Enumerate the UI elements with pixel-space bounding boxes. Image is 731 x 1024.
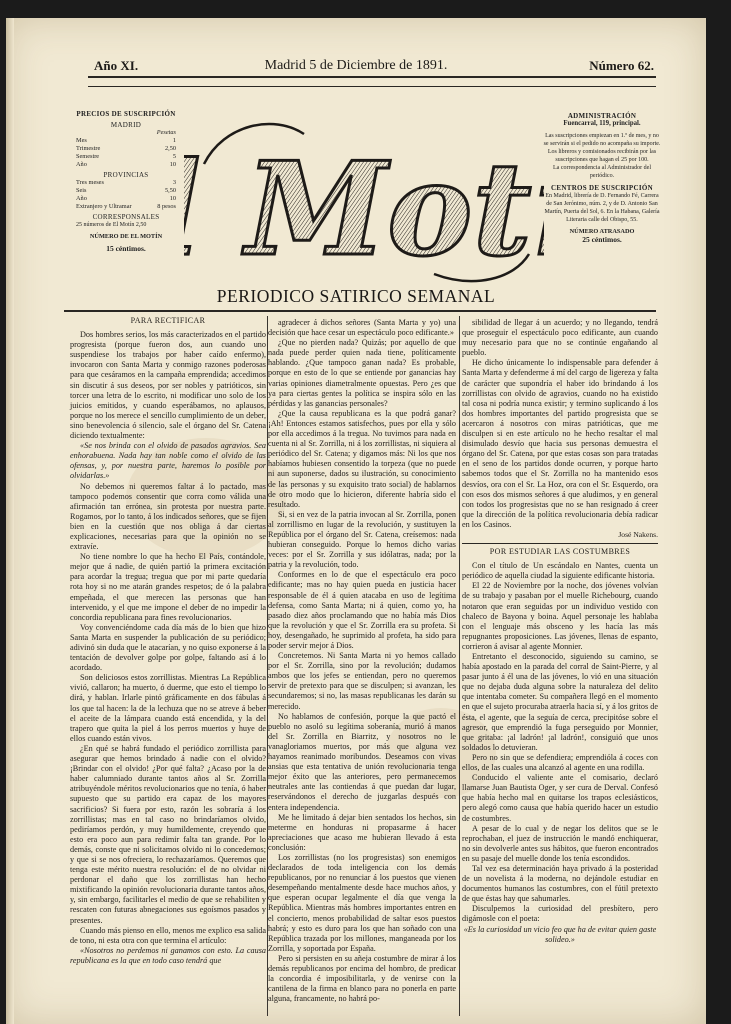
admin-price: 25 céntimos. <box>582 235 622 244</box>
price-label: Año <box>76 161 87 168</box>
logo-artwork <box>184 104 544 294</box>
subs-title: PRECIOS DE SUSCRIPCIÓN <box>76 110 176 118</box>
paragraph: Los zorrillistas (no los progresistas) son enemigos declarados de toda inteligencia con los demás republicanos, por no renunciar á los puestos que vienen desempeñando mentalmente desde hace muchos años, y que esperan ocupar legalmente el día que venga la República. Mientras más hombres importantes entren en el concierto, menos probabilidad de saltar esos puestos habrá; y esto es duro para los que han soñado con una República trazada por los millones, manganeada por los Zorrilla, y soportada por España. <box>268 852 456 953</box>
paragraph: Concretemos. Ni Santa Marta ni yo hemos callado por el Sr. Zorrilla, sino por la revolución; dudamos ambos que los jefes se entiendan, pero no queremos servir de pretexto para que se disculpen; si avanzan, les secundaremos; si no, las masas republicanas les darán su merecido. <box>268 651 456 711</box>
price-value: 8 pesos <box>157 203 176 210</box>
paragraph: Pero no sin que se defendiera; emprendióla á coces con ellos, de las cuales una alcanzó al agente en una rodilla. <box>462 752 658 773</box>
paragraph: Conformes en lo de que el espectáculo era poco edificante; mas no hay quien pueda en justicia hacer responsable de él á quien atacaba en uso de legítima defensa, como Santa Marta; ni á quien, como yo, ha pasado diez años proclamando que no había más Dios que la revolución y que el Sr. Zorrilla era su profeta. Si hoy, desengañado, he suprimido al profeta, ha sido para poder servir mejor á Dios. <box>268 570 456 650</box>
closing-quote: «Es la curiosidad un vicio feo que ha de evitar quien gaste solideo.» <box>463 924 657 944</box>
paragraph: Son deliciosos estos zorrillistas. Mientras La República vivió, callaron; ha muerto, ó duerme, que esto el tiempo lo dirá, y hablan. Irlarle pintó gráficamente en dos fábulas á los que tal hacen: la de la lechuza que no se atreve á beber el aceite de la lámpara cuando está encendida, y la del trapero que quita la piel á los perros muertos y huye de ellos cuando están vivos. <box>70 673 266 743</box>
subs-madrid: MADRID <box>110 121 142 129</box>
admin-address: Fuencarral, 119, principal. <box>563 120 641 127</box>
column-2-body <box>268 318 456 1004</box>
price-row <box>76 145 176 153</box>
paragraph: ¿En qué se habrá fundado el periódico zorrillista para asegurar que hemos brindado á nadie con el olvido? ¡Brindar con el olvido! ¿Por qué falta? ¿Acaso por la de haber calumniado durante tantos años al Sr. Zorrilla atribuyéndole méritos revolucionarios que no tenía, ó haber supuesto que su partido era capaz de los mayores sacrificios? Si fuera por esto, razón les sobraría á los zorrillistas; mas en tal caso no brindaríamos olvido, pediríamos perdón, y muy humildemente, creyendo que esto era poco aun para redimir falta tan grande. Por lo demás, conste que ni solicitamos olvido ni lo concedemos; y que si se nos ofreciera, lo rechazaríamos. Queremos que tenga este mérito nuestra resolución: el de no olvidar ni perdonar el daño que los zorrillistas han hecho mixtificando la opinión revolucionaria durante tantos años, y, sin embargo, facilitarles el medio de que se rehabiliten y rescaten con futuras abnegaciones sus egoísmos pasados y presentes. <box>70 743 266 925</box>
price-row <box>76 187 176 195</box>
paragraph: Cuando más pienso en ello, menos me explico esa salida de tono, ni esta otra con que termina el artículo: <box>70 925 266 945</box>
admin-atrasado: NÚMERO ATRASADO <box>569 228 635 235</box>
price-value: 5 <box>172 153 176 160</box>
price-value: 10 <box>169 195 176 202</box>
newspaper-page <box>6 18 706 1024</box>
paragraph: Me he limitado á dejar bien sentados los hechos, sin meterme en honduras ni propasarme á hacer apreciaciones que acaso me hubieran llevado á esta conclusión: <box>268 812 456 852</box>
subs-corr-text: 25 números de El Motín 2,50 <box>76 222 147 228</box>
section-por-estudiar: POR ESTUDIAR LAS COSTUMBRES <box>489 547 631 557</box>
provincias-price-list <box>76 179 176 211</box>
price-row <box>76 179 176 187</box>
paragraph: Disculpemos la curiosidad del presbítero, pero digámosle con el poeta: <box>462 904 658 924</box>
admin-text-2: Los libreros y comisionados recibirán por las suscripciones que hagan el 25 por 100. <box>547 149 657 163</box>
paragraph: Conducido el valiente ante el comisario, declaró llamarse Juan Bautista Oger, y ser cura de Derval. Confesó que había hecho mal en quitarse los trapos eclesiásticos, pero alegó como causa que había querido hacer un estudio de costumbres. <box>462 773 658 823</box>
admin-centros: CENTROS DE SUSCRIPCIÓN <box>551 184 653 192</box>
paragraph: El 22 de Noviembre por la noche, dos jóvenes volvían de su trabajo y pasaban por el muelle Richebourg, cuando notaron que eran seguidas por un individuo vestido con chaleco de Bayona y boina. Aquel personaje les hablaba con el lenguaje más obsceno y les hacía las más repugnantes proposiciones. Las jóvenes, llenas de espanto, corrieron á avisar al agente Monnier. <box>462 581 658 651</box>
price-value: 5,50 <box>164 187 176 194</box>
subs-pesetas: Pesetas <box>156 129 176 136</box>
paragraph: A pesar de lo cual y de negar los delitos que se le reprochaban, el juez de instrucción le mandó enchiquerar, no sin devolverle antes sus hábitos, que fueron encontrados en su pasaje del muelle donde los tenía escondidos. <box>462 823 658 863</box>
paragraph: No debemos ni queremos faltar á lo pactado, mas tampoco podemos consentir que corra como válida una afirmación tan errónea, sin protesta por nuestra parte. Rogamos, por lo tanto, á los indicados señores, que se fijen bien en la cuestión que nos obliga á dar ciertas explicaciones, necesarias para que la opinión no se extravíe. <box>70 481 266 552</box>
paragraph: Dos hombres serios, los más caracterizados en el partido progresista (porque fueron dos, aun cuando uno suspendiese los trabajos por haber caído enfermo), invocaron con Santa Marta y conmigo razones poderosas para que cesáramos en la campaña emprendida; accedimos sin discutir á sus deseos, por ser nobles y patrióticos, sin torcer una letra de lo escrito, ni modificar uno solo de los juicios emitidos, y cuando esperábamos, no aplausos, porque no los merece el sencillo cumplimiento de un deber, sino benevolencia ó silencio, sale el órgano del Sr. Catena diciendo textualmente: <box>70 330 266 441</box>
column-3-body-2 <box>462 561 658 924</box>
subs-price: 15 céntimos. <box>106 244 146 253</box>
section-para-rectificar: PARA RECTIFICAR <box>130 316 206 325</box>
subscription-prices <box>76 110 176 253</box>
column-3 <box>462 318 658 1018</box>
price-label: Trimestre <box>76 145 101 152</box>
subs-provincias: PROVINCIAS <box>103 171 149 179</box>
paragraph: Pero si persisten en su añeja costumbre de mirar á los demás republicanos por encima del hombro, de predicar la concordia é imposibilitarla, y de venirse con la cantilena de la firma en blanco para no ponerla en parte alguna, francamente, no habrá po- <box>268 953 456 1004</box>
logo-text: Mot <box>245 135 532 285</box>
price-value: 2,50 <box>164 145 176 152</box>
price-row <box>76 195 176 203</box>
price-label: Seis <box>76 187 87 194</box>
newspaper-subtitle: PERIODICO SATIRICO SEMANAL <box>216 286 496 306</box>
price-label: Extranjero y Ultramar <box>76 203 132 210</box>
paragraph: No tiene nombre lo que ha hecho El País, contándole, mejor que á nadie, de quién partió la primera excitación para acordar la tregua; tregua que por mi parte quedaría rota hoy si no me atarán grandes respetos; de ó la palabra empeñada, el que merecen las personas que han intervenido, y el que me impone el deber de no impedir la concordia republicana para fines revolucionarios. <box>70 552 266 622</box>
paragraph: No hablamos de confesión, porque la que pactó el pueblo no asoló su legítima soberanía, murió á manos del Sr. Zorrilla en Biarritz, y nosotros no le vanagloriamos muertos, por más que alguna vez hayamos reanimado moribundos. Deseamos con vivas ansias que esta tentativa de unión revolucionaria tenga mejor éxito que las anteriores, pero permanecemos neutrales ante las contiendas á que puedan dar lugar, reservándonos el derecho de juzgarlas después con entera independencia. <box>268 711 456 812</box>
price-row <box>76 161 176 169</box>
dateline: Madrid 5 de Diciembre de 1891. <box>264 58 448 73</box>
price-label: Mes <box>76 137 87 144</box>
price-label: Tres meses <box>76 179 104 186</box>
column-divider <box>459 316 460 1016</box>
top-rule <box>88 76 656 78</box>
paragraph: Con el título de Un escándalo en Nantes, cuenta un periódico de aquella ciudad la siguiente edificante historia. <box>462 561 658 581</box>
price-row <box>76 153 176 161</box>
paragraph: Tal vez esa determinación haya privado á la posteridad de un novelista á la moderna, no dejándole estudiar en documentos humanos las costumbres, con el fútil pretexto de que éstas hay que sahumarles. <box>462 863 658 904</box>
el-motin-logo <box>184 104 544 294</box>
admin-text-1: Las suscripciones empiezan en 1.º de mes, y no se servirán si el pedido no acompaña su importe. <box>543 133 661 147</box>
admin-centros-text: En Madrid, librería de D. Fernando Fé, Carrera de San Jerónimo, núm. 2, y de D. Antonio San Martín, Puerta del Sol, 6. En la Habana, Galería Literaria calle del Obispo, 55. <box>544 193 660 223</box>
column-1-body <box>70 330 266 966</box>
administration-box <box>542 112 662 244</box>
price-value: 1 <box>172 137 176 144</box>
paragraph: Si, si en vez de la patria invocan al Sr. Zorrilla, ponen al zorrillismo en lugar de la revolución, y sustituyen la República por el órgano del Sr. Catena, creísemos: nada hubieran conseguido. Porque lo hemos dicho varias veces: por el Sr. Zorrilla y sus idólatras, nada; por la patria y la revolución, todo. <box>268 509 456 570</box>
admin-title: ADMINISTRACIÓN <box>567 112 637 120</box>
column-3-body <box>462 318 658 530</box>
price-label: Semestre <box>76 153 100 160</box>
price-row <box>76 137 176 145</box>
top-rule-thin <box>88 86 656 87</box>
page-gutter <box>6 18 14 1024</box>
madrid-price-list <box>76 137 176 169</box>
price-value: 10 <box>169 161 176 168</box>
subs-numero: NÚMERO DE EL MOTÍN <box>89 233 163 240</box>
year-label: Año XI. <box>94 58 139 73</box>
column-1 <box>70 314 266 1014</box>
paragraph: Voy convenciéndome cada día más de lo bien que hizo Santa Marta en suspender la publicación de su periódico; adivinó sin duda que le atacarían, y no quiso exponerse á la tentación de devolver golpe por golpe, faltando así á lo acordado. <box>70 622 266 673</box>
paragraph: ¿Que la causa republicana es la que podrá ganar? ¡Ah! Entonces estamos satisfechos, pues por ella y sólo por ella accedimos á la tregua. No tuvimos para nada en cuenta ni al Sr. Zorrilla, ni á los zorrillistas, ni siquiera al periódico del Sr. Catena; y digamos más: Ni los que nos habíamos hubiesen consentido la torpeza (que no puede ni aun suponerse, dados su ilustración, su conocimiento de las personas y su exquisito trato social) de hablarnos de otro modo que lo hicieron, diferente habría sido el resultado. <box>268 408 456 509</box>
column-2 <box>268 318 456 1018</box>
paragraph: agradecer á dichos señores (Santa Marta y yo) una decisión que hace cesar un espectáculo poco edificante.» <box>268 318 456 338</box>
paragraph: «Nosotros no perdemos ni ganamos con esto. La causa republicana es la que en todo caso tendrá que <box>70 945 266 965</box>
price-label: Año <box>76 195 87 202</box>
subs-corresponsales: CORRESPONSALES <box>92 213 160 221</box>
subtitle-rule <box>64 310 656 312</box>
issue-number: Número 62. <box>589 58 654 73</box>
section-rule <box>462 543 658 544</box>
paragraph: Entretanto el desconocido, siguiendo su camino, se había apostado en la parada del corral de Saint-Pierre, y al pasar junto á él una de las jóvenes, lo vió en una situación que no dejaba duda alguna sobre la naturaleza del delito que intentaba cometer. Su compañera llegó en el momento en que el sujeto procuraba atraerla hacia sí, y á los gritos de ésta, el agente, que la seguía de cerca, precipitóse sobre el agresor, que emprendió la fuga perseguido por Monnier, que gritaba: ¡al ladrón! ¡al ladrón!, consiguió que unos soldados lo detuvieran. <box>462 652 658 752</box>
price-value: 3 <box>172 179 176 186</box>
paragraph: He dicho únicamente lo indispensable para defender á Santa Marta y defenderme á mí del cargo de ligereza y falta de carácter que supondría el haber ido brindando á los zorrillistas con olvido de agravios, cuando no ha existido tal cosa ni podría nunca existir; y termino suplicando á los dos hombres importantes del partido progresista que se acercaron á nosotros con miras patrióticas, que me disculpen si en este artículo no he hecho resaltar el mal disimulado desvío que hacia sus personas demuestra el órgano del Sr. Catena, por que estas cosas son para tratadas en el seno de los partidos donde ocurren, y porque harto sabemos todos que el Sr. Zorrilla no ha mantenido esos desvíos, ora con el Sr. La Hoz, ora con el Sr. Esquerdo, ora con esos dos mismos señores á que aludimos, y en general con todos los progresistas que no se han resignado á creer que la dirección de la política revolucionaria debía radicar en los Casinos. <box>462 358 658 529</box>
paragraph: sibilidad de llegar á un acuerdo; y no llegando, tendrá que proseguir el espectáculo poco edificante, aun cuando muy necesario para que no se continúe engañando al pueblo. <box>462 318 658 358</box>
price-row <box>76 203 176 211</box>
paragraph: ¿Que no pierden nada? Quizás; por aquello de que nada puede perder quien nada tiene, políticamente hablando. ¿Que tampoco ganan nada? Es probable, porque en esto de lo que se entiende por ganancias hay varias opiniones diametralmente opuestas. Pero ¿es que ya para ciertas gentes la política se inspira sólo en las pérdidas y las ganancias personales? <box>268 338 456 408</box>
signature: José Nakens. <box>618 529 658 539</box>
admin-text-3: La correspondencia al Administrador del periódico. <box>553 165 651 179</box>
paragraph: «Se nos brinda con el olvido de pasados agravios. Sea enhorabuena. Nada hay tan noble como el olvido de las ofensas, y, por nuestra parte, haremos lo posible por olvidarlas.» <box>70 441 266 481</box>
